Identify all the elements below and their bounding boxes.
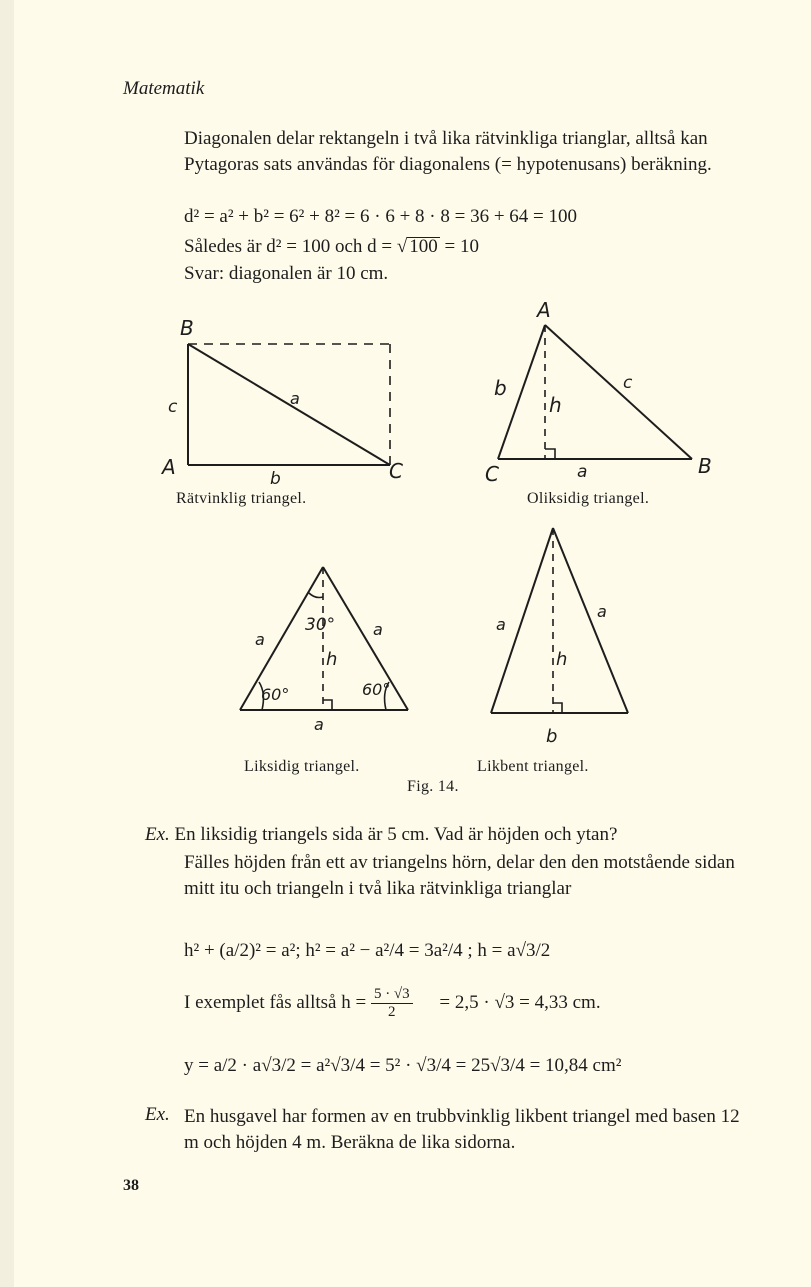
isosceles-side-right <box>553 528 628 713</box>
label-angle-60-left: 60° <box>261 685 290 704</box>
intro-paragraph: Diagonalen delar rektangeln i två lika rätvinkliga trianglar, alltså kan Pytagoras sats användas för diagonalens (= hypotenusans) beräkning. <box>184 128 712 175</box>
equation-diagonal-prefix: Således är d² = 100 och d = √ <box>184 236 408 257</box>
scalene-right-angle-mark <box>545 449 555 459</box>
label-h: h <box>556 649 568 670</box>
fraction-numerator: 5 · √3 <box>371 986 413 1004</box>
equation-diagonal-radicand: 100 <box>409 236 438 257</box>
isosceles-right-angle-mark <box>553 703 562 713</box>
example2-label-text: Ex. <box>145 1104 170 1125</box>
caption-isosceles-triangle: Likbent triangel. <box>477 758 589 775</box>
equation-diagonal <box>184 236 479 258</box>
label-a-left: a <box>255 630 265 649</box>
equation-example-height <box>184 986 601 1021</box>
equation-area: y = a/2 · a√3/2 = a²√3/4 = 5² · √3/4 = 25√3/4 = 10,84 cm² <box>184 1055 622 1076</box>
equation-diagonal-suffix: = 10 <box>439 236 480 257</box>
label-C: C <box>485 462 499 486</box>
equilateral-right-angle-mark <box>323 700 332 710</box>
label-a-right: a <box>373 620 383 639</box>
fraction-denominator: 2 <box>388 1004 396 1020</box>
equation-example-result: = 2,5 · √3 = 4,33 cm. <box>439 991 601 1013</box>
label-h: h <box>549 393 562 417</box>
equilateral-triangle-figure <box>225 555 425 745</box>
right-triangle-figure <box>150 310 410 490</box>
caption-scalene-triangle: Oliksidig triangel. <box>527 490 650 507</box>
label-b: b <box>494 376 507 400</box>
label-C: C <box>389 459 403 483</box>
label-a-left: a <box>496 615 506 634</box>
label-c: c <box>623 373 633 393</box>
page-number: 38 <box>123 1177 139 1194</box>
running-header: Matematik <box>123 78 205 99</box>
label-c: c <box>168 397 178 417</box>
equation-height-squared: h² + (a/2)² = a²; h² = a² − a²/4 = 3a²/4 ; h = a√3/2 <box>184 940 551 961</box>
isosceles-triangle-figure <box>480 520 650 750</box>
label-b: b <box>546 726 558 747</box>
figure-number: Fig. 14. <box>407 778 459 795</box>
label-B: B <box>180 316 194 340</box>
label-B: B <box>698 454 712 478</box>
scalene-side-c <box>545 325 692 459</box>
label-a: a <box>290 389 300 408</box>
page-edge <box>0 0 14 1287</box>
equilateral-top-angle-arc <box>309 593 323 598</box>
label-a-right: a <box>597 602 607 621</box>
example2-label <box>145 1104 170 1126</box>
answer-line: Svar: diagonalen är 10 cm. <box>184 263 389 284</box>
equation-example-fraction <box>371 986 413 1021</box>
label-b: b <box>270 469 281 489</box>
label-angle-60-right: 60° <box>362 680 391 699</box>
caption-equilateral-triangle: Liksidig triangel. <box>244 758 360 775</box>
right-triangle-hypotenuse <box>188 344 390 465</box>
example1-heading <box>145 824 617 846</box>
label-A: A <box>537 298 551 322</box>
equation-example-prefix: I exemplet fås alltså h = <box>184 991 367 1013</box>
label-angle-30: 30° <box>305 615 336 635</box>
example1-label: Ex. <box>145 824 170 845</box>
label-h: h <box>326 649 338 670</box>
example2-text: En husgavel har formen av en trubbvinklig likbent triangel med basen 12 m och höjden 4 m. Beräkna de lika sidorna. <box>184 1106 740 1153</box>
equation-pythagoras: d² = a² + b² = 6² + 8² = 6 · 6 + 8 · 8 = 36 + 64 = 100 <box>184 206 578 227</box>
example1-question: En liksidig triangels sida är 5 cm. Vad är höjden och ytan? <box>174 824 618 845</box>
caption-right-triangle: Rätvinklig triangel. <box>176 490 307 507</box>
label-a-base: a <box>314 715 324 734</box>
scalene-triangle-figure <box>470 295 730 495</box>
label-A: A <box>162 455 176 479</box>
example1-paragraph: Fälles höjden från ett av triangelns hörn, delar den den motstående sidan mitt itu och triangeln i två lika rätvinkliga trianglar <box>184 852 735 899</box>
label-a: a <box>577 462 588 482</box>
